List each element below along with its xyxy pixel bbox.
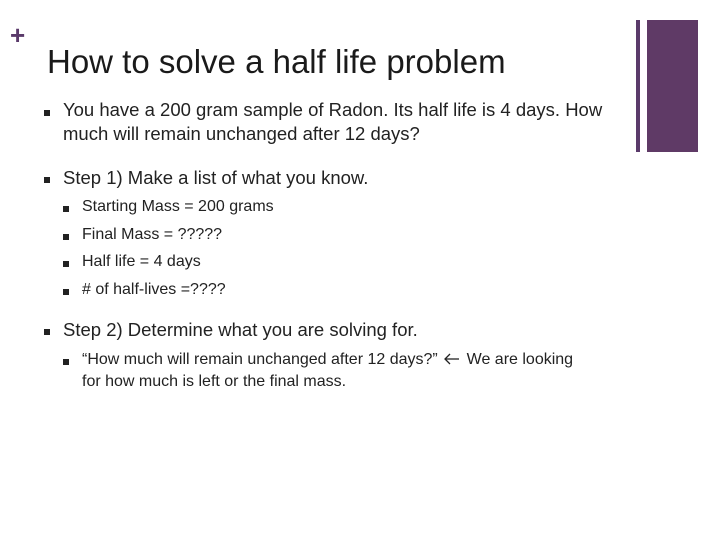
quote-text: “How much will remain unchanged after 12 days?” <box>82 351 438 368</box>
plus-icon: + <box>10 20 26 50</box>
bullet-marker <box>44 110 50 116</box>
sub-bullet-starting-mass: Starting Mass = 200 grams <box>82 198 274 215</box>
slide-title: How to solve a half life problem <box>47 43 506 80</box>
sub-bullet-marker <box>63 359 69 365</box>
bullet-marker <box>44 177 50 183</box>
note-text: We are looking for how much is left or the final mass. <box>82 351 574 390</box>
left-arrow-icon <box>444 353 460 365</box>
accent-bar-thin <box>636 20 640 152</box>
sub-bullet-marker <box>63 206 69 212</box>
sub-bullet-num-half-lives: # of half-lives =???? <box>82 281 226 298</box>
sub-bullet-half-life: Half life = 4 days <box>82 253 201 270</box>
bullet-intro: You have a 200 gram sample of Radon. Its half life is 4 days. How much will remain unchanged after 12 days? <box>63 99 603 144</box>
sub-bullet-marker <box>63 234 69 240</box>
bullet-marker <box>44 329 50 335</box>
bullet-step2: Step 2) Determine what you are solving for. <box>63 319 418 340</box>
accent-bar-thick <box>647 20 698 152</box>
sub-bullet-final-mass: Final Mass = ????? <box>82 226 223 243</box>
sub-bullet-marker <box>63 289 69 295</box>
sub-bullet-marker <box>63 261 69 267</box>
bullet-step1: Step 1) Make a list of what you know. <box>63 167 369 188</box>
sub-bullet-answer-target <box>82 349 592 393</box>
